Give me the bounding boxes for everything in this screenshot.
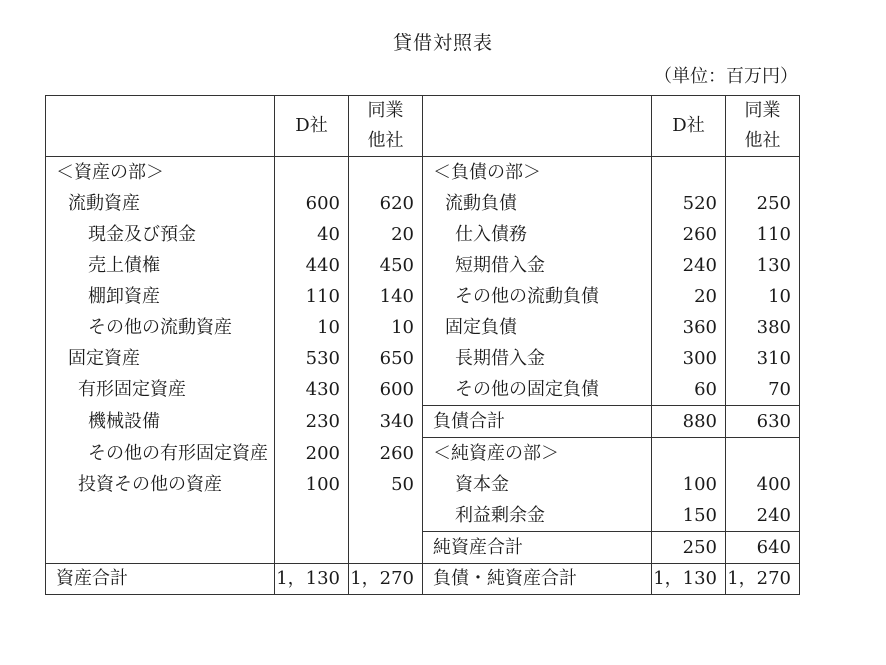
unit-note: （単位：百万円） (654, 66, 798, 87)
header-peer-right (726, 96, 800, 157)
asset-peer-value (349, 157, 423, 189)
totals-row (46, 564, 800, 595)
asset-label: 流動資産 (46, 188, 275, 219)
header-peer-line2-right: 他社 (744, 130, 781, 151)
assets-total-peer-value: 1，270 (349, 564, 423, 595)
liability-label: 負債合計 (423, 406, 652, 438)
liability-label: 短期借入金 (423, 250, 652, 281)
liability-peer-value: 240 (726, 500, 800, 532)
liability-peer-value: 310 (726, 343, 800, 374)
asset-label: 投資その他の資産 (46, 469, 275, 500)
table-row (46, 157, 800, 189)
asset-d-value: 10 (275, 312, 349, 343)
asset-d-value: 100 (275, 469, 349, 500)
asset-peer-value: 600 (349, 374, 423, 406)
asset-peer-value: 260 (349, 438, 423, 470)
asset-peer-value: 50 (349, 469, 423, 500)
liability-d-value: 260 (652, 219, 726, 250)
liability-label: 純資産合計 (423, 532, 652, 564)
table-row (46, 250, 800, 281)
asset-peer-value: 140 (349, 281, 423, 312)
asset-label (46, 500, 275, 532)
liability-peer-value: 70 (726, 374, 800, 406)
liability-label: 仕入債務 (423, 219, 652, 250)
liability-peer-value (726, 438, 800, 470)
liability-peer-value: 130 (726, 250, 800, 281)
liability-label: 流動負債 (423, 188, 652, 219)
asset-peer-value: 10 (349, 312, 423, 343)
liability-label: ＜負債の部＞ (423, 157, 652, 189)
asset-peer-value (349, 532, 423, 564)
liability-d-value: 360 (652, 312, 726, 343)
liability-d-value (652, 157, 726, 189)
asset-label (46, 532, 275, 564)
assets-total-label: 資産合計 (46, 564, 275, 595)
asset-peer-value: 450 (349, 250, 423, 281)
liability-peer-value: 630 (726, 406, 800, 438)
asset-d-value: 530 (275, 343, 349, 374)
header-peer-line2: 他社 (367, 130, 404, 151)
liability-peer-value: 10 (726, 281, 800, 312)
asset-peer-value (349, 500, 423, 532)
liability-d-value: 300 (652, 343, 726, 374)
table-row (46, 469, 800, 500)
liability-peer-value: 400 (726, 469, 800, 500)
document-title: 貸借対照表 (392, 32, 493, 54)
asset-label: ＜資産の部＞ (46, 157, 275, 189)
asset-d-value: 40 (275, 219, 349, 250)
asset-label: その他の流動資産 (46, 312, 275, 343)
liab-net-total-d-value: 1，130 (652, 564, 726, 595)
asset-d-value (275, 157, 349, 189)
liability-peer-value: 110 (726, 219, 800, 250)
liability-label: 利益剰余金 (423, 500, 652, 532)
asset-d-value: 230 (275, 406, 349, 438)
asset-label: 固定資産 (46, 343, 275, 374)
header-blank-left (46, 96, 275, 157)
liability-peer-value: 640 (726, 532, 800, 564)
asset-d-value: 600 (275, 188, 349, 219)
liab-net-total-peer-value: 1，270 (726, 564, 800, 595)
header-d-company: D社 (275, 96, 349, 157)
header-peer-line1: 同業 (367, 100, 404, 121)
table-row (46, 374, 800, 406)
liability-label: 長期借入金 (423, 343, 652, 374)
liability-label: その他の固定負債 (423, 374, 652, 406)
asset-label: 機械設備 (46, 406, 275, 438)
liability-label: 固定負債 (423, 312, 652, 343)
asset-label: 有形固定資産 (46, 374, 275, 406)
table-row (46, 438, 800, 470)
liability-d-value: 250 (652, 532, 726, 564)
asset-label: 現金及び預金 (46, 219, 275, 250)
liability-label: 資本金 (423, 469, 652, 500)
liab-net-total-label: 負債・純資産合計 (423, 564, 652, 595)
asset-peer-value: 20 (349, 219, 423, 250)
assets-total-d-value: 1，130 (275, 564, 349, 595)
liability-d-value: 20 (652, 281, 726, 312)
header-blank-right (423, 96, 652, 157)
balance-sheet-table (45, 95, 800, 595)
asset-d-value: 110 (275, 281, 349, 312)
liability-d-value: 100 (652, 469, 726, 500)
asset-d-value: 200 (275, 438, 349, 470)
header-peer-line1-right: 同業 (744, 100, 781, 121)
liability-d-value: 240 (652, 250, 726, 281)
table-row (46, 281, 800, 312)
liability-peer-value (726, 157, 800, 189)
liability-d-value: 880 (652, 406, 726, 438)
liability-peer-value: 380 (726, 312, 800, 343)
liability-d-value: 520 (652, 188, 726, 219)
asset-d-value: 440 (275, 250, 349, 281)
liability-d-value: 60 (652, 374, 726, 406)
table-row (46, 219, 800, 250)
asset-peer-value: 340 (349, 406, 423, 438)
asset-peer-value: 620 (349, 188, 423, 219)
liability-peer-value: 250 (726, 188, 800, 219)
table-row (46, 406, 800, 438)
table-row (46, 500, 800, 532)
liability-d-value (652, 438, 726, 470)
asset-d-value (275, 500, 349, 532)
asset-label: 売上債権 (46, 250, 275, 281)
table-row (46, 312, 800, 343)
asset-label: その他の有形固定資産 (46, 438, 275, 470)
table-row (46, 532, 800, 564)
asset-peer-value: 650 (349, 343, 423, 374)
table-row (46, 188, 800, 219)
header-row (46, 96, 800, 157)
header-peer (349, 96, 423, 157)
liability-label: その他の流動負債 (423, 281, 652, 312)
table-row (46, 343, 800, 374)
liability-d-value: 150 (652, 500, 726, 532)
asset-d-value: 430 (275, 374, 349, 406)
header-d-company-right: D社 (652, 96, 726, 157)
asset-d-value (275, 532, 349, 564)
liability-label: ＜純資産の部＞ (423, 438, 652, 470)
asset-label: 棚卸資産 (46, 281, 275, 312)
